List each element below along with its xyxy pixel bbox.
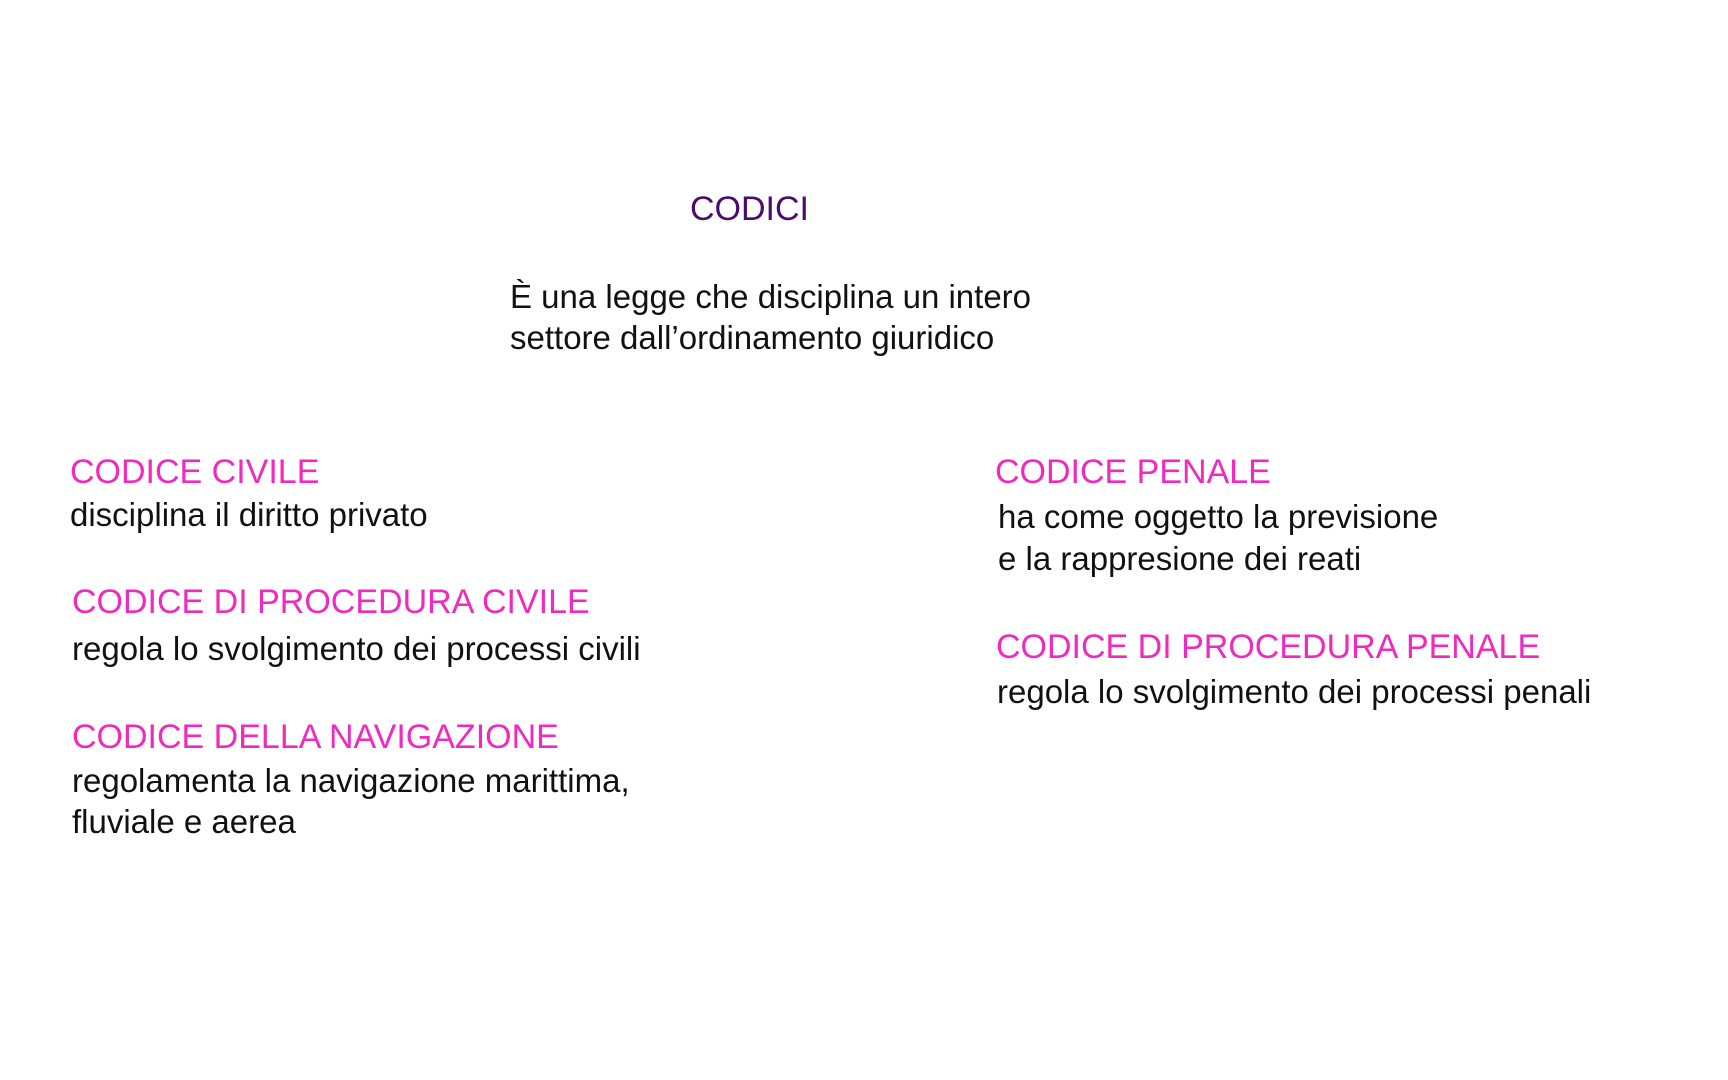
codice-penale-heading: CODICE PENALE xyxy=(995,453,1271,491)
intro-line-2: settore dall’ordinamento giuridico xyxy=(510,319,995,356)
codice-procedura-penale-desc: regola lo svolgimento dei processi penali xyxy=(997,673,1592,710)
codice-navigazione-heading: CODICE DELLA NAVIGAZIONE xyxy=(72,718,559,756)
codice-procedura-penale-heading: CODICE DI PROCEDURA PENALE xyxy=(996,628,1541,666)
codice-civile-heading: CODICE CIVILE xyxy=(70,453,320,491)
codice-procedura-civile-desc: regola lo svolgimento dei processi civili xyxy=(72,630,641,667)
codice-procedura-civile-heading: CODICE DI PROCEDURA CIVILE xyxy=(72,583,590,621)
codice-civile-desc: disciplina il diritto privato xyxy=(70,496,428,533)
codice-navigazione-desc-1: regolamenta la navigazione marittima, xyxy=(72,762,630,799)
codice-penale-desc-1: ha come oggetto la previsione xyxy=(998,498,1439,535)
codice-penale-desc-2: e la rappresione dei reati xyxy=(998,540,1362,577)
page-title: CODICI xyxy=(690,190,809,228)
codice-navigazione-desc-2: fluviale e aerea xyxy=(72,803,296,840)
intro-line-1: È una legge che disciplina un intero xyxy=(510,278,1032,315)
